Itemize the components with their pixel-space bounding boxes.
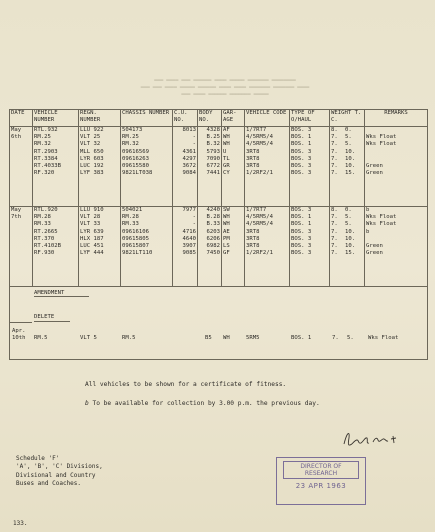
cell-value: GF	[223, 250, 230, 257]
chassis-number-cell	[121, 127, 173, 207]
cell-value: RF.930	[34, 250, 55, 257]
table-amendment-row	[10, 287, 428, 360]
cell-value: LYR 639	[80, 228, 104, 235]
cell-value: BOS. 3	[291, 235, 312, 242]
cell-value: 3RT8	[246, 148, 260, 155]
cell-value: 3RT8	[246, 155, 260, 162]
cell-value	[366, 127, 426, 134]
cell-value: RM.28	[122, 214, 139, 221]
amendment-garage: WH	[223, 335, 230, 341]
cell-value: 7450	[206, 250, 220, 257]
garage-cell	[222, 207, 245, 287]
remarks-cell	[365, 207, 428, 287]
vehicle-code-cell	[245, 207, 290, 287]
director-of-research-stamp	[276, 457, 366, 505]
table-group-may-6th	[10, 127, 428, 207]
cell-value: MLL 650	[80, 148, 104, 155]
vehicle-code-cell	[245, 127, 290, 207]
amendment-regn: VLT 5	[80, 335, 97, 341]
cell-value: 4361	[182, 148, 196, 155]
cell-value: 1/7RT7	[246, 207, 267, 213]
cell-value: RTL.920	[34, 207, 58, 213]
weight-value: 8. 0.	[331, 127, 352, 133]
delete-label: DELETE	[34, 314, 55, 320]
remarks-cell	[365, 127, 428, 207]
cell-value	[366, 149, 426, 156]
cell-value: BOS. 3	[291, 155, 312, 162]
footer-line: Schedule 'F'	[16, 455, 60, 462]
body-number-cell	[198, 207, 222, 287]
cell-value: 504173	[122, 127, 143, 133]
cell-value: 4/5RM5/4	[246, 134, 273, 141]
cell-value: 4/5RM5/4	[246, 221, 273, 228]
weight-value: 7. 10.	[331, 162, 356, 169]
cu-number-cell	[173, 207, 198, 287]
cell-value: 4328	[206, 127, 220, 133]
cell-value: LYF 383	[80, 170, 104, 177]
cell-value: 3RT8	[246, 162, 260, 169]
cell-value: 6772	[206, 162, 220, 169]
cell-value: AF	[223, 127, 230, 133]
amendment-ohaul: BOS. 1	[291, 335, 312, 341]
vehicle-number-cell	[33, 127, 79, 207]
cell-value: B.25	[206, 134, 220, 141]
stamp-date: 23 APR 1963	[295, 482, 347, 490]
cell-value: 5793	[206, 148, 220, 155]
cell-value: 7977	[182, 207, 196, 213]
weight-value: 7. 15.	[331, 170, 356, 177]
cell-value: Wks Float	[366, 214, 397, 221]
cell-value: 7th	[11, 214, 22, 221]
cell-value: BOS. 3	[291, 170, 312, 177]
cell-value: 7441	[206, 170, 220, 177]
cell-value: 1/2RF2/1	[246, 250, 273, 257]
footer-line: Divisional and Country	[16, 471, 96, 479]
cell-value: 9084	[182, 170, 196, 177]
note-fitness-certificate: All vehicles to be shown for a certificate of fitness.	[85, 381, 287, 388]
cell-value: B.32	[206, 141, 220, 148]
cell-value: WH	[223, 141, 230, 148]
cell-value: 3907	[182, 242, 196, 249]
cell-value: 09616106	[122, 228, 149, 235]
cell-value: RTL.932	[34, 127, 58, 133]
cell-value: AE	[223, 228, 230, 235]
group-date-cell	[10, 207, 33, 287]
cell-value: 6982	[206, 242, 220, 249]
ohaul-type-cell	[290, 207, 330, 287]
header-body-no: BODY NO.	[198, 110, 222, 127]
cell-value: BOS. 1	[291, 214, 312, 221]
amendment-block	[10, 287, 428, 360]
cell-value: RM.32	[34, 141, 51, 148]
handwritten-signature	[340, 428, 405, 450]
cell-value: LUC 451	[80, 242, 104, 249]
cell-value: 9821LT038	[122, 170, 153, 177]
cell-value: CY	[223, 170, 230, 177]
cell-value: Wks Float	[366, 221, 397, 228]
cell-value	[366, 236, 426, 243]
cell-value: RM.33	[34, 221, 51, 228]
cell-value: Green	[366, 242, 383, 249]
regn-number-cell	[79, 127, 121, 207]
header-weight: WEIGHT T. C.	[330, 110, 365, 127]
cell-value: WH	[223, 214, 230, 221]
weight-cell	[330, 127, 365, 207]
footer-line: 'A', 'B', 'C' Divisions,	[16, 463, 103, 471]
weight-value: 7. 10.	[331, 228, 356, 235]
cell-value: 6th	[11, 134, 22, 141]
cell-value: GR	[223, 162, 230, 169]
cell-value: LYF 444	[80, 250, 104, 257]
amendment-weight-t: 7.	[332, 335, 339, 341]
cell-value: BOS. 3	[291, 242, 312, 249]
cell-value: 3672	[182, 162, 196, 169]
cell-value: RM.33	[122, 221, 139, 228]
cell-value: -	[192, 141, 196, 148]
cell-value: 3RT8	[246, 228, 260, 235]
cell-value: BOS. 3	[291, 162, 312, 169]
weight-value: 7. 10.	[331, 155, 356, 162]
cell-value: RT.4102B	[34, 242, 61, 249]
header-remarks: REMARKS	[365, 110, 428, 127]
cell-value: 6203	[206, 228, 220, 235]
cell-value: RM.25	[34, 134, 51, 141]
table-header-row	[10, 110, 428, 127]
cell-value: BOS. 3	[291, 207, 312, 213]
cell-value: b	[366, 207, 370, 213]
cell-value: 09616263	[122, 155, 149, 162]
vehicle-schedule-table	[9, 109, 428, 360]
weight-value: 7. 15.	[331, 250, 356, 257]
cell-value: BOS. 1	[291, 141, 312, 148]
cell-value: 09615807	[122, 242, 149, 249]
cell-value: LS	[223, 242, 230, 249]
header-cu-no: C.U. NO.	[173, 110, 198, 127]
amendment-body: B5	[205, 335, 212, 341]
cell-value: 4/5RM5/4	[246, 141, 273, 148]
cell-value: 09615580	[122, 162, 149, 169]
cell-value: RM.25	[122, 134, 139, 141]
cell-value: Wks Float	[366, 134, 397, 141]
weight-value: 7. 10.	[331, 242, 356, 249]
cell-value: -	[192, 221, 196, 228]
cell-value: 4640	[182, 235, 196, 242]
amendment-remarks: Wks Float	[368, 335, 399, 341]
body-number-cell	[198, 127, 222, 207]
cell-value: VLT 33	[80, 221, 101, 228]
amendment-weight-c: 5.	[347, 335, 354, 341]
amendment-vehicle: RM.5	[34, 335, 48, 341]
vehicle-number-cell	[33, 207, 79, 287]
cell-value: TL	[223, 155, 230, 162]
cell-value: PM	[223, 235, 230, 242]
cell-value: BOS. 3	[291, 148, 312, 155]
cell-value: BOS. 1	[291, 221, 312, 228]
footer-line: Buses and Coaches.	[16, 480, 82, 488]
cell-value: Wks Float	[366, 141, 397, 148]
cell-value: 6206	[206, 235, 220, 242]
group-date-cell	[10, 127, 33, 207]
amendment-chassis: RM.5	[122, 335, 136, 341]
cell-value: Green	[366, 162, 383, 169]
header-date: DATE	[10, 110, 33, 127]
cell-value: RF.320	[34, 170, 55, 177]
table-group-may-7th	[10, 207, 428, 287]
page-number: 133.	[13, 520, 28, 527]
cell-value: RT.3384	[34, 155, 58, 162]
header-vehicle-code: VEHICLE CODE	[245, 110, 290, 127]
cell-value: 9085	[182, 250, 196, 257]
cell-value: WH	[223, 221, 230, 228]
cell-value: 09615805	[122, 235, 149, 242]
cell-value: LLU 922	[80, 127, 104, 133]
cell-value: 4240	[206, 207, 220, 213]
weight-value: 7. 5.	[331, 214, 352, 221]
cell-value: BOS. 1	[291, 134, 312, 141]
cell-value: SW	[223, 207, 230, 213]
cell-value: B.33	[206, 221, 220, 228]
garage-cell	[222, 127, 245, 207]
cell-value: -	[192, 214, 196, 221]
cell-value: 09616569	[122, 148, 149, 155]
weight-value: 7. 10.	[331, 235, 356, 242]
cell-value: LLU 910	[80, 207, 104, 213]
cell-value: RT.4033B	[34, 162, 61, 169]
stamp-line-1: DIRECTOR OF	[300, 463, 342, 470]
cell-value: BOS. 3	[291, 127, 312, 133]
cell-value: RM.32	[122, 141, 139, 148]
cell-value: 3RT8	[246, 235, 260, 242]
amendment-date: Apr. 10th	[12, 328, 26, 342]
cell-value: LUC 192	[80, 162, 104, 169]
stamp-line-2: RESEARCH	[304, 470, 338, 477]
chassis-number-cell	[121, 207, 173, 287]
regn-number-cell	[79, 207, 121, 287]
cell-value: RT.2665	[34, 228, 58, 235]
amendment-label: AMENDMENT	[34, 290, 65, 296]
header-vehicle-number: VEHICLE NUMBER	[33, 110, 79, 127]
cell-value: WH	[223, 134, 230, 141]
note-collection-text: To be available for collection by 3.00 p.m. the previous day.	[92, 400, 320, 407]
cell-value: 4/5RM5/4	[246, 214, 273, 221]
cell-value: 504021	[122, 207, 143, 213]
header-type-ohaul: TYPE OF O/HAUL	[290, 110, 330, 127]
cell-value: U	[223, 148, 227, 155]
cell-value: 1/2RF2/1	[246, 170, 273, 177]
header-chassis-number: CHASSIS NUMBER	[121, 110, 173, 127]
note-collection	[85, 400, 320, 407]
cell-value: RT.370	[34, 235, 55, 242]
cell-value: 4716	[182, 228, 196, 235]
weight-value: 7. 5.	[331, 141, 352, 148]
amendment-code: 5RM5	[246, 335, 260, 341]
cell-value: HLX 187	[80, 235, 104, 242]
weight-value: 8. 0.	[331, 207, 352, 213]
cell-value: 4297	[182, 155, 196, 162]
cell-value: VLT 28	[80, 214, 101, 221]
cell-value: LYR 603	[80, 155, 104, 162]
cell-value: VLT 32	[80, 141, 101, 148]
weight-cell	[330, 207, 365, 287]
cell-value: Green	[366, 250, 383, 257]
cell-value: b	[366, 228, 370, 235]
cell-value: Green	[366, 170, 383, 177]
header-regn-number: REGN. NUMBER	[79, 110, 121, 127]
cell-value: BOS. 3	[291, 228, 312, 235]
faded-bleed-through: ═══ ════ ═══ ══════ ════ ═════ ═══════ ════════ ═══ ═══ ════ ═════ ══════ ════ ════ ═══════ ═══════ ════ ═══ ════ ══════ ═══════ ═════	[140, 78, 310, 98]
ohaul-type-cell	[290, 127, 330, 207]
cell-value: 7090	[206, 155, 220, 162]
cu-number-cell	[173, 127, 198, 207]
cell-value: B.28	[206, 214, 220, 221]
cell-value	[366, 156, 426, 163]
cell-value: BOS. 3	[291, 250, 312, 257]
cell-value: RM.28	[34, 214, 51, 221]
cell-value: May	[11, 127, 22, 133]
cell-value: RT.2903	[34, 148, 58, 155]
cell-value: May	[11, 207, 22, 213]
cell-value: 9821LT110	[122, 250, 153, 257]
cell-value: VLT 25	[80, 134, 101, 141]
weight-value: 7. 10.	[331, 148, 356, 155]
note-symbol: b	[85, 400, 89, 407]
cell-value: 1/7RT7	[246, 127, 267, 133]
footer-schedule	[16, 455, 103, 489]
weight-value: 7. 5.	[331, 134, 352, 141]
cell-value: -	[192, 134, 196, 141]
header-garage: GAR- AGE	[222, 110, 245, 127]
weight-value: 7. 5.	[331, 221, 352, 228]
cell-value: 8013	[182, 127, 196, 133]
cell-value: 3RT8	[246, 242, 260, 249]
